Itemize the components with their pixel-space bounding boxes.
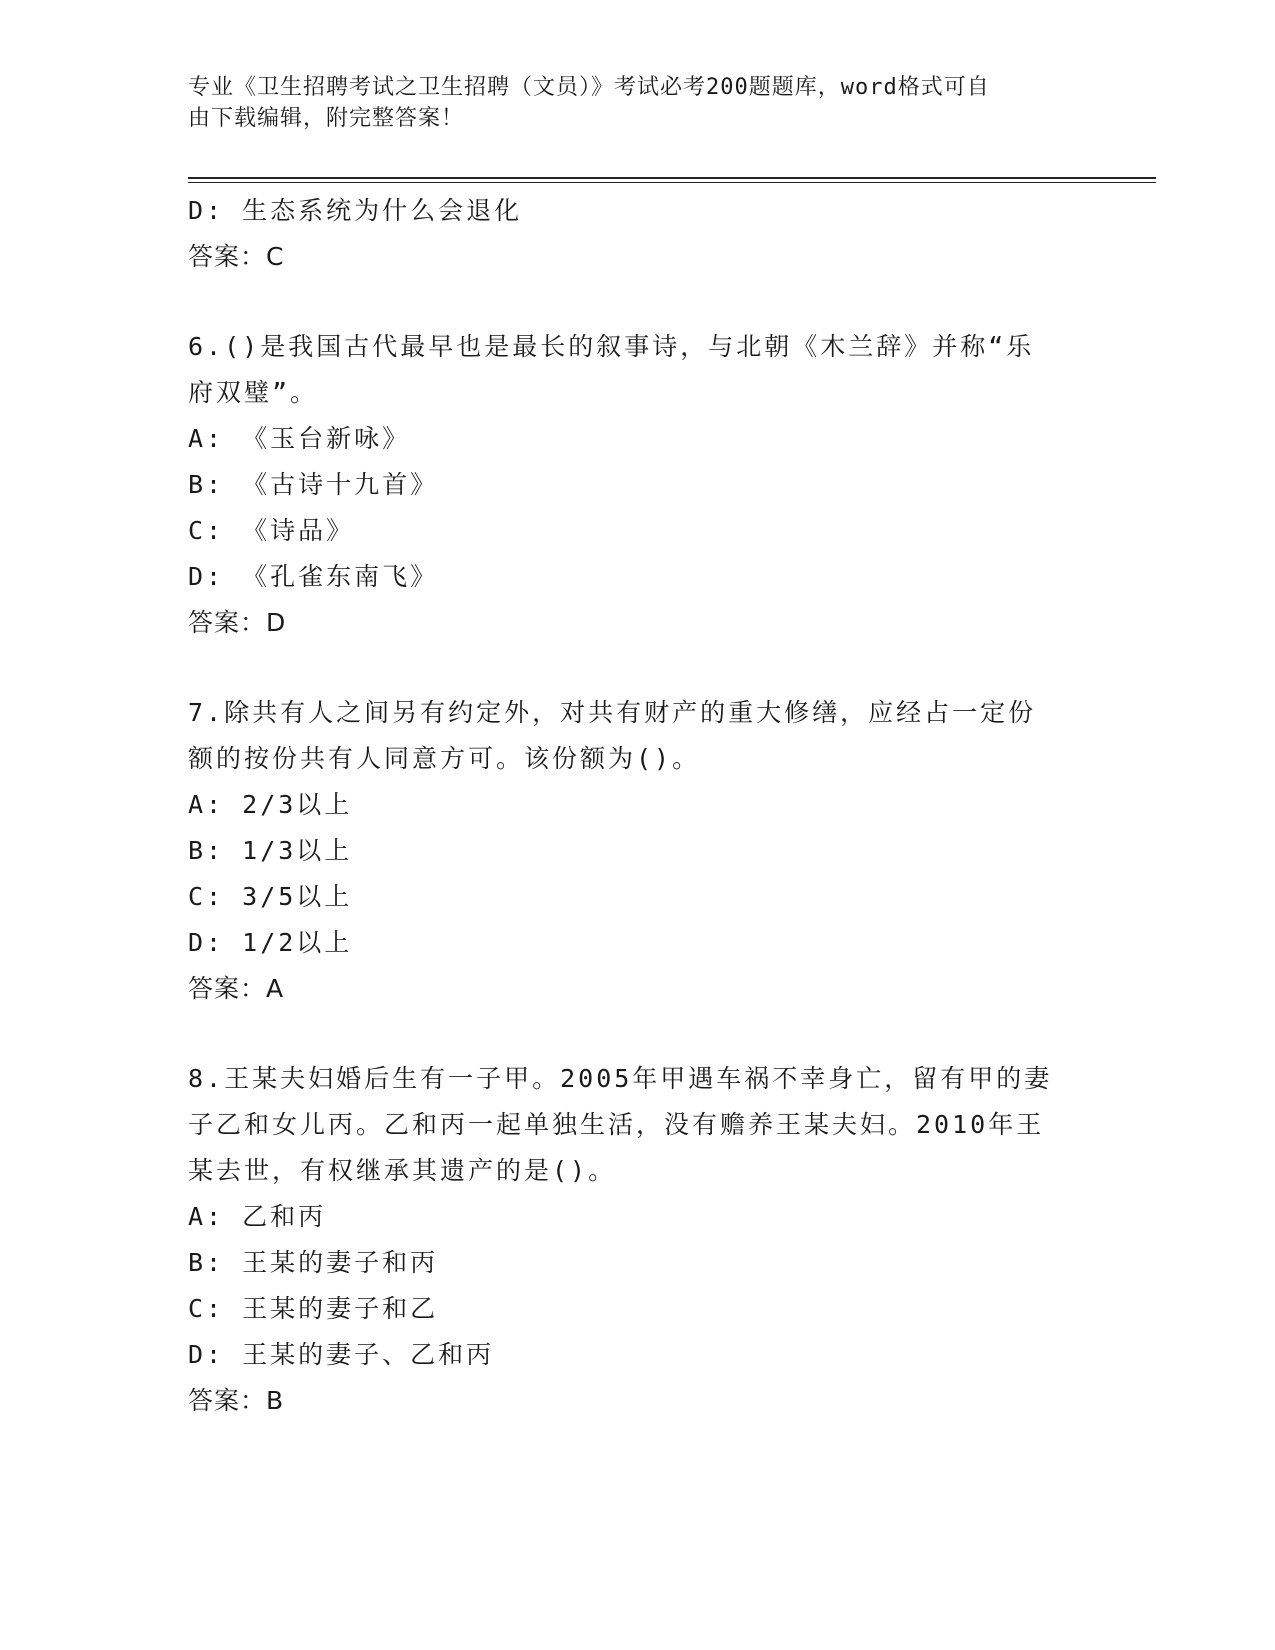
option-c: C: 《诗品》 xyxy=(188,516,355,545)
option-b: B: 1/3以上 xyxy=(188,836,353,865)
question-text-line: 额的按份共有人同意方可。该份额为()。 xyxy=(188,744,701,773)
question-text-line: 子乙和女儿丙。乙和丙一起单独生活，没有赡养王某夫妇。2010年王 xyxy=(188,1110,1045,1139)
question-text-line: 府双璧”。 xyxy=(188,378,319,407)
option-d: D: 生态系统为什么会退化 xyxy=(188,196,523,225)
header-line-1: 专业《卫生招聘考试之卫生招聘（文员）》考试必考200题题库，word格式可自 xyxy=(188,75,990,100)
header-line-2: 由下载编辑，附完整答案！ xyxy=(188,106,465,131)
question-8 xyxy=(188,1056,1068,1424)
option-d: D: 《孔雀东南飞》 xyxy=(188,562,439,591)
header-rule-thin xyxy=(188,182,1156,183)
option-a: A: 乙和丙 xyxy=(188,1202,327,1231)
question-text-line: 某去世，有权继承其遗产的是()。 xyxy=(188,1156,617,1185)
option-d: D: 1/2以上 xyxy=(188,928,353,957)
spacer xyxy=(188,1012,1068,1056)
question-text-line: 7.除共有人之间另有约定外，对共有财产的重大修缮，应经占一定份 xyxy=(188,698,1037,727)
question-text-line: 6.()是我国古代最早也是最长的叙事诗，与北朝《木兰辞》并称“乐 xyxy=(188,332,1035,361)
answer-line: 答案：B xyxy=(188,1386,285,1415)
question-6 xyxy=(188,324,1068,646)
option-c: C: 王某的妻子和乙 xyxy=(188,1294,439,1323)
document-header xyxy=(188,72,1068,134)
option-b: B: 《古诗十九首》 xyxy=(188,470,439,499)
prev-question-tail xyxy=(188,188,1068,280)
option-c: C: 3/5以上 xyxy=(188,882,353,911)
answer-line: 答案：C xyxy=(188,242,285,271)
question-7 xyxy=(188,690,1068,1012)
option-b: B: 王某的妻子和丙 xyxy=(188,1248,439,1277)
option-a: A: 《玉台新咏》 xyxy=(188,424,411,453)
header-rule-thick xyxy=(188,177,1156,179)
option-a: A: 2/3以上 xyxy=(188,790,353,819)
answer-line: 答案：D xyxy=(188,608,287,637)
question-text-line: 8.王某夫妇婚后生有一子甲。2005年甲遇车祸不幸身亡，留有甲的妻 xyxy=(188,1064,1053,1093)
question-content xyxy=(188,188,1068,1424)
spacer xyxy=(188,646,1068,690)
spacer xyxy=(188,280,1068,324)
answer-line: 答案：A xyxy=(188,974,285,1003)
option-d: D: 王某的妻子、乙和丙 xyxy=(188,1340,495,1369)
